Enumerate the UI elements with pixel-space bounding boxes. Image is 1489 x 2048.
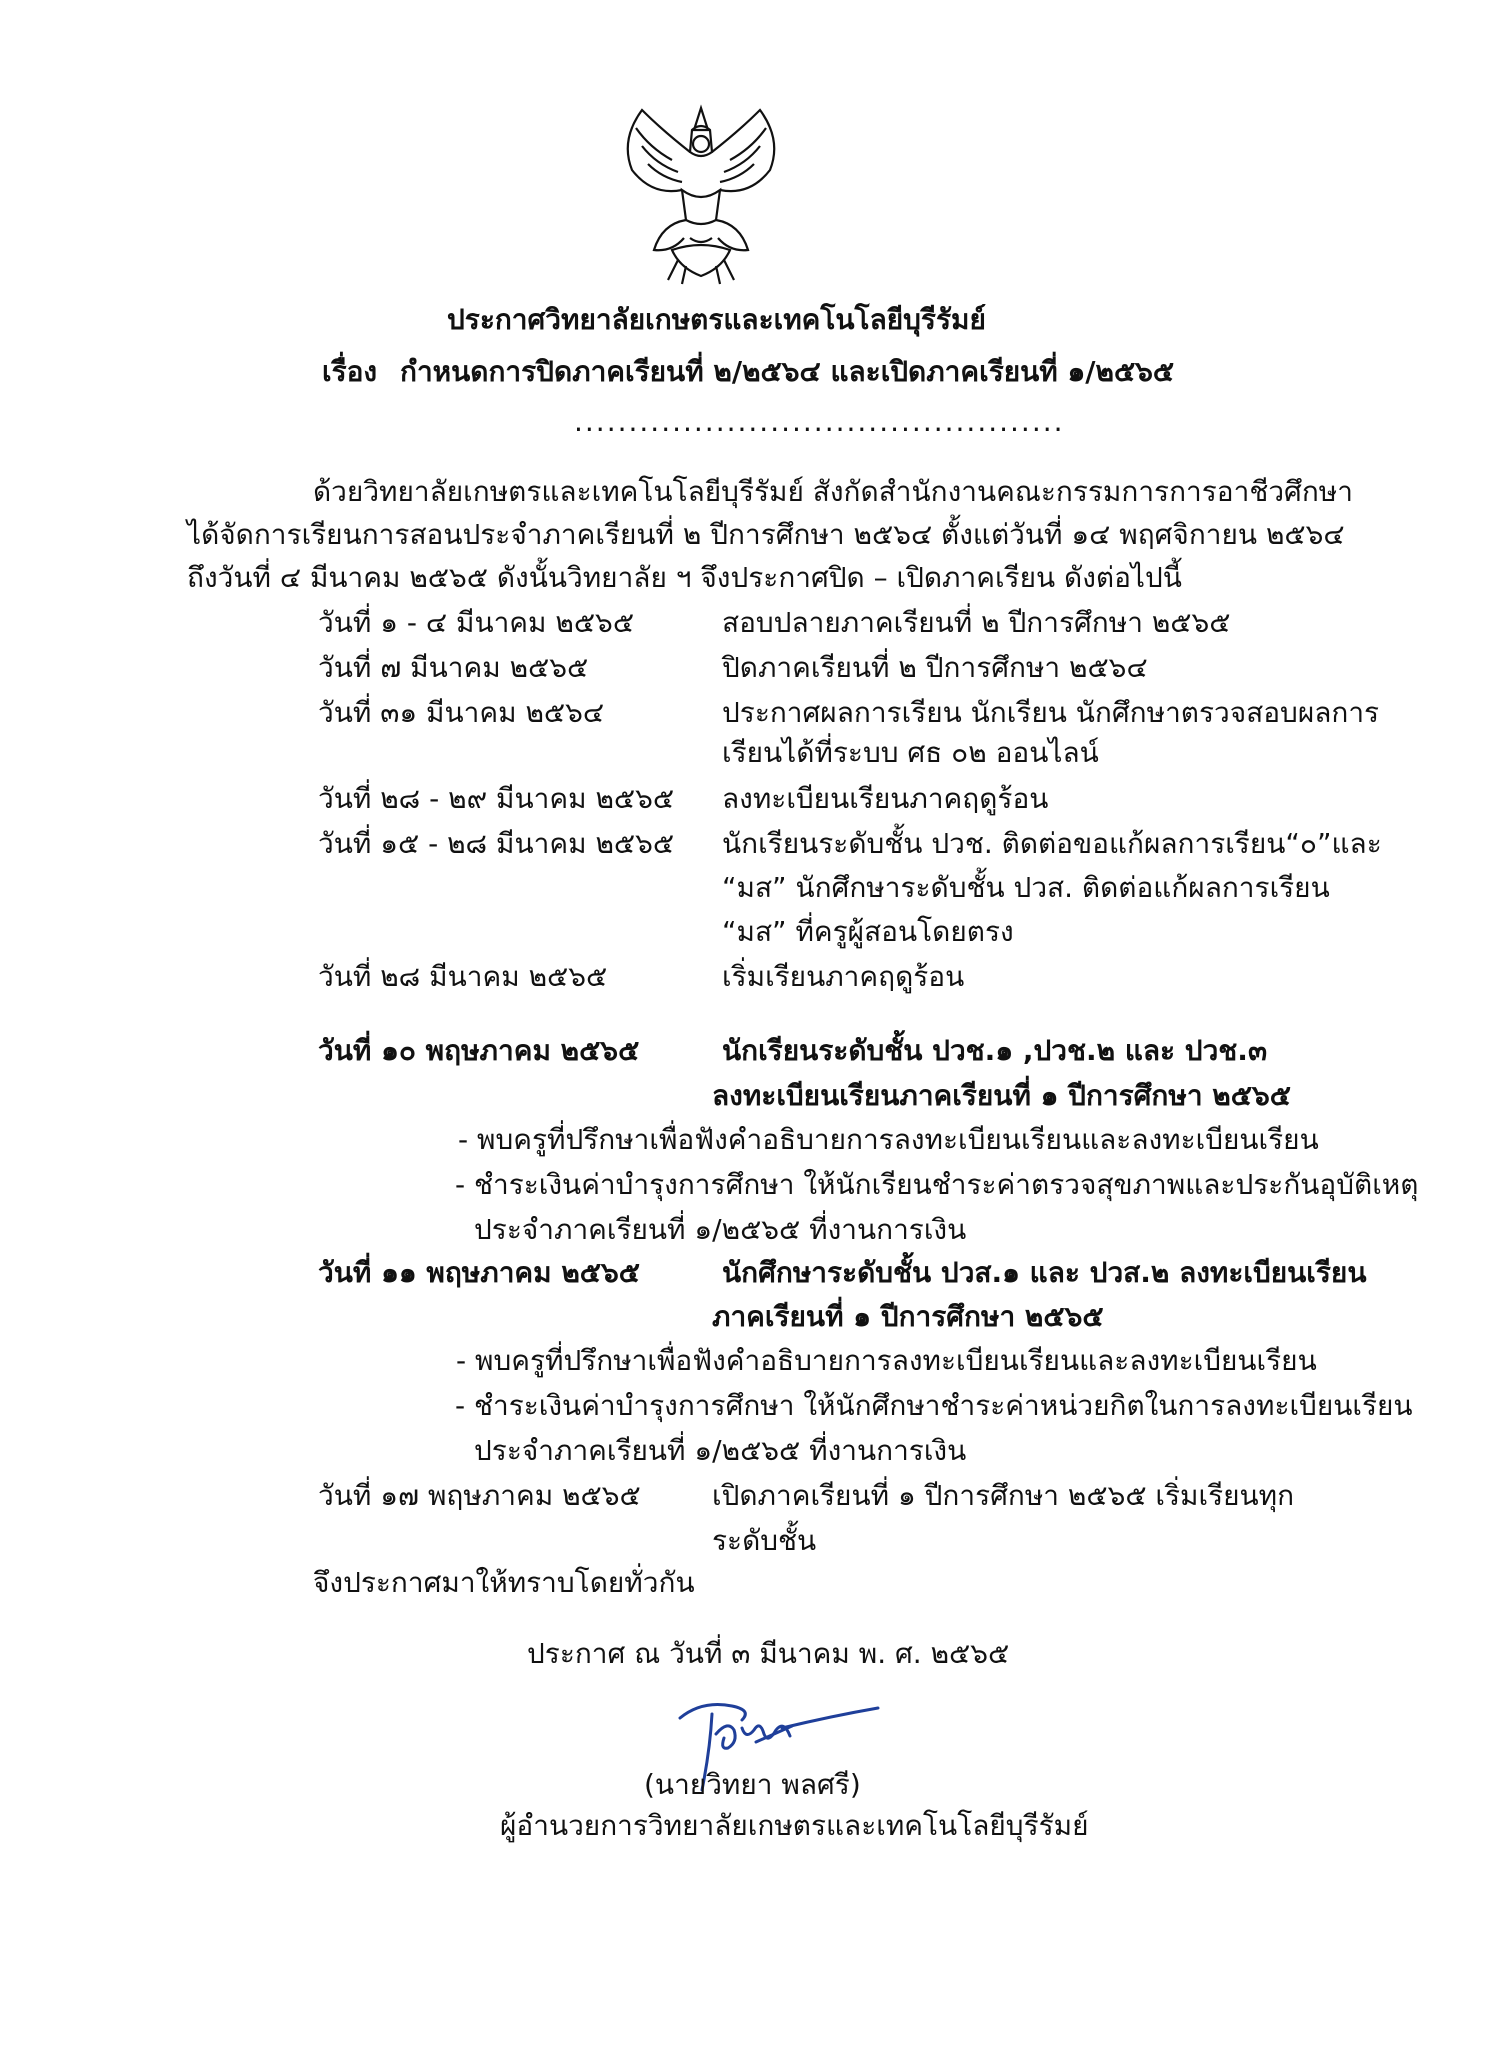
signer-name: (นายวิทยา พลศรี) [644, 1768, 861, 1801]
subject-label: เรื่อง [322, 355, 378, 388]
schedule-text-8b: ภาคเรียนที่ ๑ ปีการศึกษา ๒๕๖๕ [712, 1300, 1104, 1333]
note-may10-2: - ชำระเงินค่าบำรุงการศึกษา ให้นักเรียนชำระค่าตรวจสุขภาพและประกันอุบัติเหตุ [455, 1168, 1419, 1201]
schedule-text-3a: ประกาศผลการเรียน นักเรียน นักศึกษาตรวจสอบผลการ [722, 696, 1380, 729]
schedule-date-5: วันที่ ๑๕ - ๒๘ มีนาคม ๒๕๖๕ [318, 827, 675, 860]
schedule-date-1: วันที่ ๑ - ๔ มีนาคม ๒๕๖๕ [318, 606, 635, 639]
schedule-text-6: เริ่มเรียนภาคฤดูร้อน [722, 960, 965, 993]
intro-line-3: ถึงวันที่ ๔ มีนาคม ๒๕๖๕ ดังนั้นวิทยาลัย ฯ จึงประกาศปิด – เปิดภาคเรียน ดังต่อไปนี้ [187, 561, 1182, 594]
note-may11-1: - พบครูที่ปรึกษาเพื่อฟังคำอธิบายการลงทะเบียนเรียนและลงทะเบียนเรียน [456, 1344, 1317, 1377]
schedule-date-3: วันที่ ๓๑ มีนาคม ๒๕๖๔ [318, 696, 605, 729]
schedule-text-9b: ระดับชั้น [712, 1524, 817, 1557]
schedule-text-5a: นักเรียนระดับชั้น ปวช. ติดต่อขอแก้ผลการเรียน“๐”และ [722, 827, 1382, 860]
signer-title: ผู้อำนวยการวิทยาลัยเกษตรและเทคโนโลยีบุรีรัมย์ [500, 1809, 1089, 1842]
subject-text: กำหนดการปิดภาคเรียนที่ ๒/๒๕๖๔ และเปิดภาคเรียนที่ ๑/๒๕๖๕ [400, 355, 1175, 388]
garuda-emblem [602, 100, 800, 288]
schedule-date-6: วันที่ ๒๘ มีนาคม ๒๕๖๕ [318, 960, 608, 993]
schedule-text-1: สอบปลายภาคเรียนที่ ๒ ปีการศึกษา ๒๕๖๕ [722, 606, 1231, 639]
schedule-text-3b: เรียนได้ที่ระบบ ศธ ๐๒ ออนไลน์ [722, 736, 1099, 769]
schedule-text-8a: นักศึกษาระดับชั้น ปวส.๑ และ ปวส.๒ ลงทะเบียนเรียน [722, 1256, 1367, 1289]
schedule-text-4: ลงทะเบียนเรียนภาคฤดูร้อน [722, 782, 1049, 815]
note-may10-1: - พบครูที่ปรึกษาเพื่อฟังคำอธิบายการลงทะเบียนเรียนและลงทะเบียนเรียน [458, 1123, 1319, 1156]
closing-notice: จึงประกาศมาให้ทราบโดยทั่วกัน [313, 1566, 695, 1599]
title-divider: ............................................. [574, 405, 1065, 438]
intro-line-2: ได้จัดการเรียนการสอนประจำภาคเรียนที่ ๒ ปีการศึกษา ๒๕๖๔ ตั้งแต่วันที่ ๑๔ พฤศจิกายน ๒๕๖๔ [187, 518, 1345, 551]
schedule-date-4: วันที่ ๒๘ - ๒๙ มีนาคม ๒๕๖๕ [318, 782, 675, 815]
schedule-date-2: วันที่ ๗ มีนาคม ๒๕๖๕ [318, 651, 589, 684]
schedule-text-2: ปิดภาคเรียนที่ ๒ ปีการศึกษา ๒๕๖๔ [722, 651, 1148, 684]
note-may10-3: ประจำภาคเรียนที่ ๑/๒๕๖๕ ที่งานการเงิน [474, 1213, 967, 1246]
schedule-text-7b: ลงทะเบียนเรียนภาคเรียนที่ ๑ ปีการศึกษา ๒๕๖๕ [712, 1079, 1291, 1112]
intro-line-1: ด้วยวิทยาลัยเกษตรและเทคโนโลยีบุรีรัมย์ สังกัดสำนักงานคณะกรรมการการอาชีวศึกษา [313, 475, 1353, 508]
schedule-date-9: วันที่ ๑๗ พฤษภาคม ๒๕๖๕ [318, 1479, 641, 1512]
announcement-title: ประกาศวิทยาลัยเกษตรและเทคโนโลยีบุรีรัมย์ [447, 303, 986, 336]
note-may11-3: ประจำภาคเรียนที่ ๑/๒๕๖๕ ที่งานการเงิน [474, 1434, 967, 1467]
schedule-date-8: วันที่ ๑๑ พฤษภาคม ๒๕๖๕ [318, 1256, 640, 1289]
schedule-text-5b: “มส” นักศึกษาระดับชั้น ปวส. ติดต่อแก้ผลการเรียน [722, 871, 1330, 904]
note-may11-2: - ชำระเงินค่าบำรุงการศึกษา ให้นักศึกษาชำระค่าหน่วยกิตในการลงทะเบียนเรียน [455, 1389, 1413, 1422]
schedule-text-5c: “มส” ที่ครูผู้สอนโดยตรง [722, 915, 1014, 948]
schedule-text-7a: นักเรียนระดับชั้น ปวช.๑ ,ปวช.๒ และ ปวช.๓ [722, 1034, 1268, 1067]
schedule-text-9a: เปิดภาคเรียนที่ ๑ ปีการศึกษา ๒๕๖๕ เริ่มเรียนทุก [712, 1479, 1295, 1512]
issued-date: ประกาศ ณ วันที่ ๓ มีนาคม พ. ศ. ๒๕๖๕ [527, 1637, 1010, 1670]
schedule-date-7: วันที่ ๑๐ พฤษภาคม ๒๕๖๕ [318, 1034, 640, 1067]
